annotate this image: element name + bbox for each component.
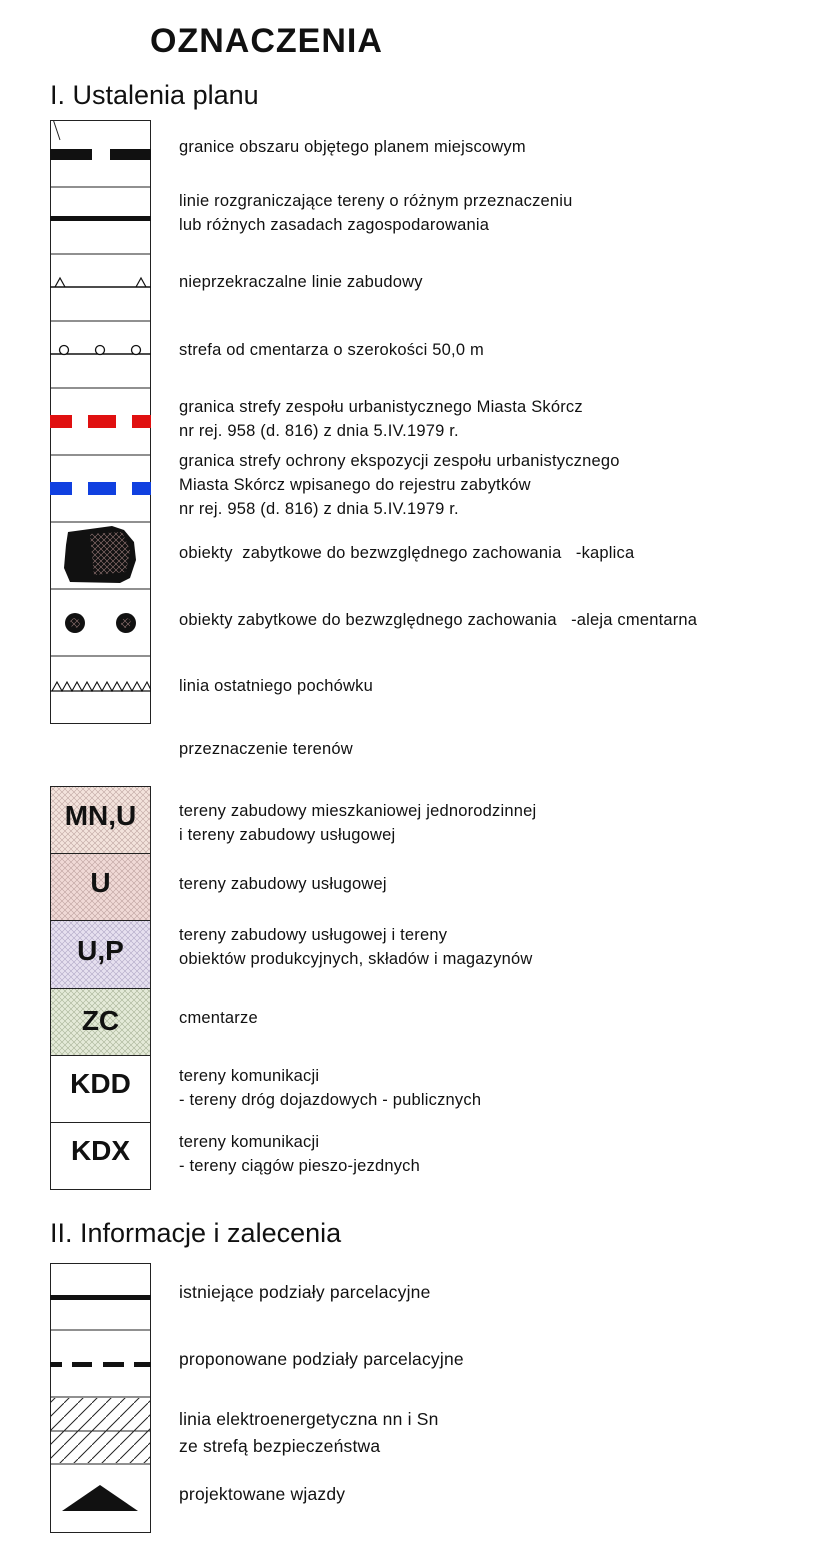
- zone-code-zc: ZC: [81, 1005, 120, 1036]
- zone-label-zc: cmentarze: [179, 1009, 258, 1027]
- legend1-label-kaplica: obiekty zabytkowe do bezwzględnego zachowania -kaplica: [179, 544, 635, 562]
- section-heading-informacje: II. Informacje i zalecenia: [50, 1218, 342, 1248]
- legend2-label-linia-elektro: linia elektroenergetyczna nn i Sn ze strefą bezpieczeństwa: [179, 1409, 439, 1456]
- legend1-label-strefa-cmentarza: strefa od cmentarza o szerokości 50,0 m: [179, 341, 484, 359]
- black-triangle-icon: [62, 1485, 138, 1511]
- solid-black-line-icon: [50, 216, 151, 221]
- zone-label-mnu: tereny zabudowy mieszkaniowej jednorodzinnej i tereny zabudowy usługowej: [179, 802, 537, 844]
- legend2-label-proponowane: proponowane podziały parcelacyjne: [179, 1349, 464, 1369]
- blue-dashed-line-icon: [50, 482, 151, 495]
- zone-code-kdx: KDX: [70, 1135, 131, 1166]
- zone-label-up: tereny zabudowy usługowej i tereny obiektów produkcyjnych, składów i magazynów: [179, 926, 533, 968]
- zone-code-kdd: KDD: [70, 1068, 131, 1099]
- solid-line-icon: [50, 1295, 151, 1300]
- legend1-label-linie-rozgraniczajace: linie rozgraniczające tereny o różnym przeznaczeniu lub różnych zasadach zagospodarowania: [179, 192, 573, 234]
- zone-code-mnu: MN,U: [64, 800, 137, 831]
- zigzag-line-icon: [50, 682, 151, 691]
- zone-code-u: U: [90, 867, 111, 898]
- hatched-strip-icon: [50, 1398, 151, 1463]
- line-with-circles-icon: [50, 346, 151, 355]
- legend1-label-strefa-zespolu: granica strefy zespołu urbanistycznego Miasta Skórcz nr rej. 958 (d. 816) z dnia 5.IV.1979 r.: [179, 398, 583, 440]
- legend1-label-pochowek: linia ostatniego pochówku: [179, 677, 373, 695]
- zone-label-u: tereny zabudowy usługowej: [179, 875, 387, 893]
- dashed-line-icon: [50, 1362, 151, 1367]
- legend1-symbols: [50, 120, 151, 724]
- legend1-label-granice: granice obszaru objętego planem miejscowym: [179, 138, 526, 156]
- zone-label-kdd: tereny komunikacji - tereny dróg dojazdowych - publicznych: [179, 1067, 482, 1109]
- two-dots-icon: [65, 613, 136, 633]
- section-heading-ustalenia: I. Ustalenia planu: [50, 80, 259, 110]
- pointer-tick: [50, 120, 60, 140]
- legend1-label-linie-zabudowy: nieprzekraczalne linie zabudowy: [179, 273, 423, 291]
- legend1-label-strefa-ochrony: granica strefy ochrony ekspozycji zespołu urbanistycznego Miasta Skórcz wpisanego do rejestru zabytków nr rej. 958 (d. 816) z dnia 5.IV.1979 r.: [179, 452, 620, 518]
- zones-heading: przeznaczenie terenów: [179, 740, 353, 758]
- legend2-label-wjazdy: projektowane wjazdy: [179, 1484, 346, 1504]
- red-dashed-line-icon: [50, 415, 151, 428]
- chapel-icon: [64, 526, 136, 583]
- zone-code-up: U,P: [77, 935, 124, 966]
- legend2-symbols: [50, 1263, 151, 1533]
- line-with-triangles-icon: [50, 278, 151, 287]
- legend1-label-aleja: obiekty zabytkowe do bezwzględnego zachowania -aleja cmentarna: [179, 611, 698, 629]
- page-title: OZNACZENIA: [150, 22, 383, 60]
- thick-dashed-black-line-icon: [50, 149, 151, 160]
- legend2-label-istniejace: istniejące podziały parcelacyjne: [179, 1282, 431, 1302]
- zone-label-kdx: tereny komunikacji - tereny ciągów pieszo-jezdnych: [179, 1133, 420, 1175]
